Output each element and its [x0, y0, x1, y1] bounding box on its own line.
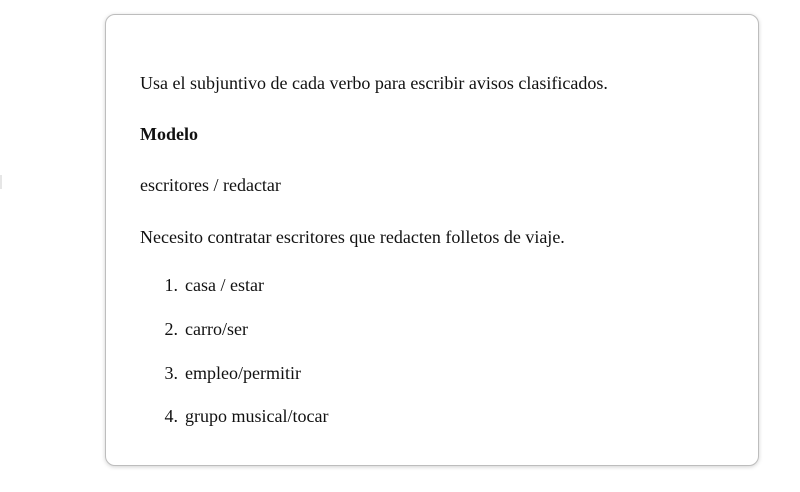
- left-edge-fragment: [0, 175, 2, 189]
- list-item: [140, 405, 328, 427]
- item-number: 1.: [164, 275, 178, 295]
- item-text: casa / estar: [185, 275, 264, 295]
- item-number: 2.: [164, 319, 178, 339]
- model-label: Modelo: [140, 124, 198, 144]
- item-number: 4.: [164, 406, 178, 426]
- list-item: [140, 274, 264, 296]
- item-text: empleo/permitir: [185, 363, 301, 383]
- model-prompt: escritores / redactar: [140, 175, 281, 195]
- list-item: [140, 318, 248, 340]
- model-answer: Necesito contratar escritores que redacten folletos de viaje.: [140, 227, 565, 247]
- instruction-text: Usa el subjuntivo de cada verbo para escribir avisos clasificados.: [140, 73, 608, 93]
- item-number: 3.: [164, 363, 178, 383]
- item-text: carro/ser: [185, 319, 248, 339]
- list-item: [140, 362, 301, 384]
- item-text: grupo musical/tocar: [185, 406, 329, 426]
